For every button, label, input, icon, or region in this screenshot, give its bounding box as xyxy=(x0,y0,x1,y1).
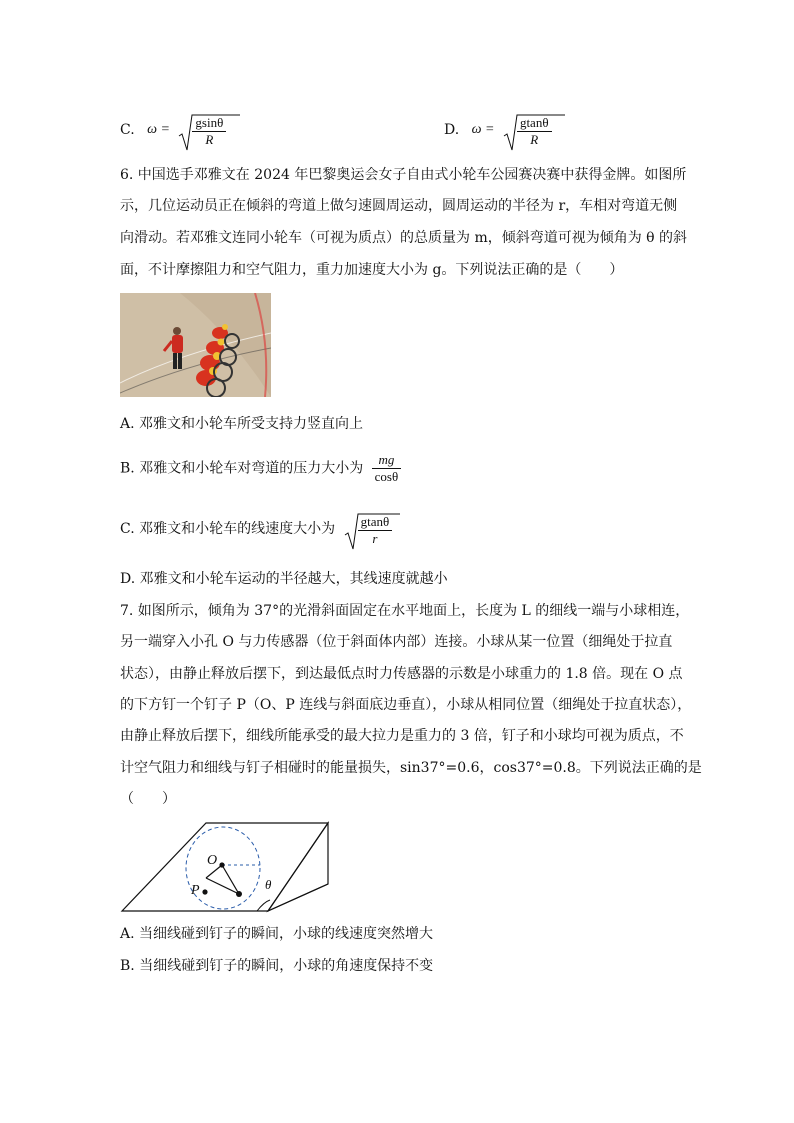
q6-option-c xyxy=(120,511,392,553)
q6-cycling-photo xyxy=(120,293,271,397)
sqrt-sign-icon xyxy=(178,112,240,152)
q5-option-c xyxy=(120,112,226,152)
q6-stem-line-1: 6. 中国选手邓雅文在 2024 年巴黎奥运会女子自由式小轮车公园赛决赛中获得金牌。如图所 xyxy=(120,167,687,183)
q7-stem-line-3: 状态），由静止释放后摆下，到达最低点时力传感器的示数是小球重力的 1.8 倍。现在 O 点 xyxy=(120,666,683,682)
q6-option-b-denominator: cosθ xyxy=(372,468,402,485)
q5-option-c-numerator: gsinθ xyxy=(195,115,224,130)
q5-option-c-denominator: R xyxy=(192,131,226,148)
q6-stem-line-2: 示，几位运动员正在倾斜的弯道上做匀速圆周运动，圆周运动的半径为 r，车相对弯道无侧 xyxy=(120,198,678,214)
q6-option-c-numerator: gtanθ xyxy=(360,514,390,529)
q7-stem-line-1: 7. 如图所示，倾角为 37°的光滑斜面固定在水平地面上，长度为 L 的细线一端与小球相连， xyxy=(120,603,690,619)
q6-option-c-text: C. 邓雅文和小轮车的线速度大小为 xyxy=(120,521,336,537)
q7-option-a: A. 当细线碰到钉子的瞬间，小球的线速度突然增大 xyxy=(120,926,434,942)
q5-option-c-label: C. xyxy=(120,122,135,138)
point-p-marker xyxy=(202,889,207,894)
label-theta: θ xyxy=(265,877,272,892)
q5-option-c-sqrt xyxy=(178,112,226,148)
q6-option-c-denominator: r xyxy=(358,530,393,547)
q7-stem-line-4: 的下方钉一个钉子 P（O、P 连线与斜面底边垂直），小球从相同位置（细绳处于拉直状态）， xyxy=(120,697,692,713)
q7-incline-diagram xyxy=(118,818,333,914)
ball-marker xyxy=(236,891,242,897)
label-o: O xyxy=(207,853,218,868)
q6-stem-line-3: 向滑动。若邓雅文连同小轮车（可视为质点）的总质量为 m，倾斜弯道可视为倾角为 θ 的斜 xyxy=(120,230,688,246)
q5-option-d-lhs: ω = xyxy=(471,122,495,137)
q5-option-d-numerator: gtanθ xyxy=(519,115,549,130)
q5-option-c-lhs: ω = xyxy=(147,122,170,137)
q6-option-d: D. 邓雅文和小轮车运动的半径越大，其线速度就越小 xyxy=(120,571,448,587)
q7-stem-line-2: 另一端穿入小孔 O 与力传感器（位于斜面体内部）连接。小球从某一位置（细绳处于拉直 xyxy=(120,634,673,650)
q5-option-d-label: D. xyxy=(444,122,460,138)
sqrt-sign-icon xyxy=(503,112,565,152)
q7-stem-line-5: 由静止释放后摆下，细线所能承受的最大拉力是重力的 3 倍，钉子和小球均可视为质点，不 xyxy=(120,728,684,744)
q5-option-d-sqrt xyxy=(503,112,552,148)
q7-option-b: B. 当细线碰到钉子的瞬间，小球的角速度保持不变 xyxy=(120,958,434,974)
sqrt-sign-icon xyxy=(344,511,400,551)
q6-option-b xyxy=(120,452,401,492)
label-p: P xyxy=(191,883,200,898)
q7-stem-line-7: （ ） xyxy=(120,791,176,807)
q6-option-c-sqrt xyxy=(344,511,393,547)
q6-stem-line-4: 面，不计摩擦阻力和空气阻力，重力加速度大小为 g。下列说法正确的是（ ） xyxy=(120,262,624,278)
q6-option-b-numerator: mg xyxy=(378,452,395,467)
point-o-marker xyxy=(219,862,224,867)
q5-option-d-denominator: R xyxy=(517,131,552,148)
q6-option-b-text: B. 邓雅文和小轮车对弯道的压力大小为 xyxy=(120,460,364,477)
q7-stem-line-6: 计空气阻力和细线与钉子相碰时的能量损失，sin37°=0.6，cos37°=0.8。下列说法正确的是 xyxy=(120,760,702,776)
q5-option-d xyxy=(444,112,552,152)
q6-option-a: A. 邓雅文和小轮车所受支持力竖直向上 xyxy=(120,416,364,432)
